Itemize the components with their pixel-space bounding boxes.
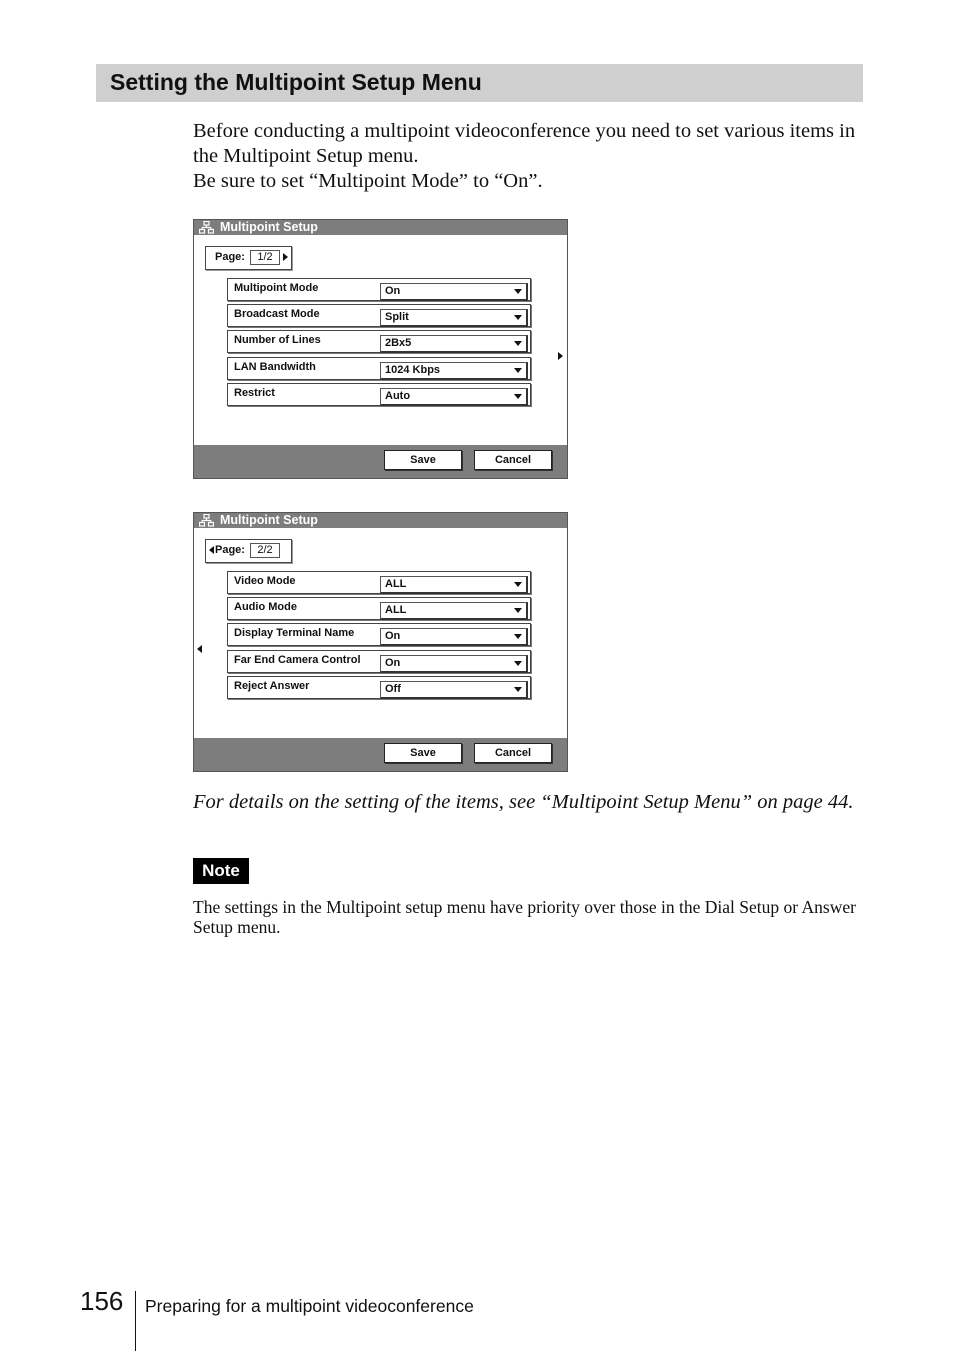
setting-label: Broadcast Mode	[234, 308, 320, 320]
select-value: ALL	[385, 604, 407, 616]
setting-row-multipoint-mode	[227, 278, 531, 301]
cancel-button[interactable]: Cancel	[474, 743, 552, 763]
window-title: Multipoint Setup	[220, 513, 318, 527]
triangle-down-icon	[514, 289, 522, 294]
select-value: Auto	[385, 390, 411, 402]
setting-row-reject-answer	[227, 676, 531, 699]
multipoint-mode-select[interactable]	[380, 283, 528, 301]
page-number: 156	[80, 1286, 124, 1316]
setting-row-number-of-lines	[227, 330, 531, 353]
window-titlebar	[194, 220, 567, 235]
triangle-right-icon[interactable]	[558, 352, 563, 360]
triangle-down-icon	[514, 582, 522, 587]
triangle-down-icon	[514, 394, 522, 399]
audio-mode-select[interactable]	[380, 602, 528, 620]
select-value: 2Bx5	[385, 337, 412, 349]
select-value: 1024 Kbps	[385, 364, 441, 376]
restrict-select[interactable]	[380, 388, 528, 406]
setting-row-far-end-camera-control	[227, 650, 531, 673]
triangle-down-icon	[514, 341, 522, 346]
save-button[interactable]: Save	[384, 743, 462, 763]
section-title: Setting the Multipoint Setup Menu	[110, 69, 482, 95]
triangle-down-icon	[514, 687, 522, 692]
window-title: Multipoint Setup	[220, 220, 318, 234]
setting-label: LAN Bandwidth	[234, 361, 316, 373]
multipoint-setup-screen-page-2	[193, 512, 568, 772]
select-value: On	[385, 285, 401, 297]
intro-text	[193, 119, 873, 194]
cancel-button[interactable]: Cancel	[474, 450, 552, 470]
select-value: Split	[385, 311, 409, 323]
intro-paragraph-1: Before conducting a multipoint videoconference you need to set various items in the Multipoint Setup menu.	[193, 120, 856, 167]
setting-label: Restrict	[234, 387, 275, 399]
setting-label: Display Terminal Name	[234, 627, 355, 639]
triangle-down-icon	[514, 634, 522, 639]
select-value: ALL	[385, 578, 407, 590]
setting-row-lan-bandwidth	[227, 357, 531, 380]
setting-row-audio-mode	[227, 597, 531, 620]
setting-label: Number of Lines	[234, 334, 321, 346]
setting-label: Reject Answer	[234, 680, 310, 692]
page-label: Page:	[215, 251, 245, 263]
chapter-title: Preparing for a multipoint videoconference	[145, 1296, 474, 1316]
triangle-left-icon[interactable]	[209, 546, 214, 554]
select-value: Off	[385, 683, 401, 695]
setting-row-restrict	[227, 383, 531, 406]
details-reference: For details on the setting of the items, see “Multipoint Setup Menu” on page 44.	[193, 791, 854, 813]
triangle-down-icon	[514, 315, 522, 320]
note-text: The settings in the Multipoint setup menu have priority over those in the Dial Setup or Answer Setup menu.	[193, 897, 856, 937]
triangle-down-icon	[514, 608, 522, 613]
intro-paragraph-2: Be sure to set “Multipoint Mode” to “On”.	[193, 170, 543, 192]
setting-row-display-terminal-name	[227, 623, 531, 646]
triangle-down-icon	[514, 368, 522, 373]
display-terminal-name-select[interactable]	[380, 628, 528, 646]
broadcast-mode-select[interactable]	[380, 309, 528, 327]
window-titlebar	[194, 513, 567, 528]
page-label: Page:	[215, 544, 245, 556]
page-indicator	[205, 539, 292, 563]
save-button[interactable]: Save	[384, 450, 462, 470]
footer-divider	[135, 1291, 136, 1351]
setting-label: Audio Mode	[234, 601, 297, 613]
setting-row-video-mode	[227, 571, 531, 594]
reject-answer-select[interactable]	[380, 681, 528, 699]
setting-row-broadcast-mode	[227, 304, 531, 327]
multipoint-setup-screen-page-1	[193, 219, 568, 479]
setting-label: Multipoint Mode	[234, 282, 319, 294]
triangle-down-icon	[514, 661, 522, 666]
video-mode-select[interactable]	[380, 576, 528, 594]
triangle-left-icon[interactable]	[197, 645, 202, 653]
lan-bandwidth-select[interactable]	[380, 362, 528, 380]
setting-label: Far End Camera Control	[234, 654, 361, 666]
select-value: On	[385, 657, 401, 669]
window-footer	[194, 738, 567, 771]
section-header	[96, 64, 863, 102]
page-indicator	[205, 246, 292, 270]
setting-label: Video Mode	[234, 575, 296, 587]
triangle-right-icon[interactable]	[283, 253, 288, 261]
select-value: On	[385, 630, 401, 642]
page-value: 1/2	[250, 250, 280, 265]
network-icon	[199, 221, 214, 234]
window-footer	[194, 445, 567, 478]
note-badge: Note	[193, 858, 249, 884]
number-of-lines-select[interactable]	[380, 335, 528, 353]
page-value: 2/2	[250, 543, 280, 558]
network-icon	[199, 514, 214, 527]
far-end-camera-control-select[interactable]	[380, 655, 528, 673]
